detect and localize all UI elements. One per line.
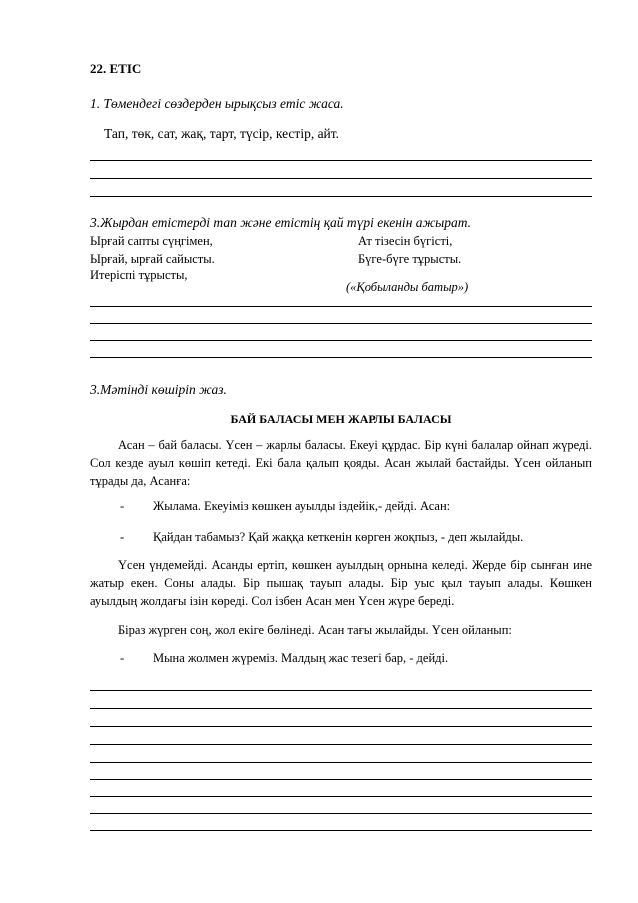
story-paragraph: Үсен үндемейді. Асанды ертіп, көшкен ауылдың орнына келеді. Жерде бір сынған ине жатыр екен. Соны алады. Бір пышақ тауып алады. Бір уыс қыл тауып алады. Көшкен ауылдың жолдағы ізін көреді. Сол ізбен Асан мен Үсен жүре береді. [90,558,592,608]
task1-words: Тап, төк, сат, жақ, тарт, түсір, кестір, айт. [104,126,340,141]
poem-line: Итеріспі тұрысты, [90,268,188,282]
answer-line [90,323,592,324]
answer-line [90,690,592,691]
answer-line [90,744,592,745]
dialog-line: Мына жолмен жүреміз. Малдың жас тезегі бар, - дейді. [153,651,449,665]
story-paragraph: Біраз жүрген соң, жол екіге бөлінеді. Асан тағы жылайды. Үсен ойланып: [118,623,512,637]
answer-line [90,357,592,358]
poem-line: Ат тізесін бүгісті, [358,234,453,248]
poem-line: Бүге-бүге тұрысты. [358,252,462,266]
story-title: БАЙ БАЛАСЫ МЕН ЖАРЛЫ БАЛАСЫ [230,412,452,426]
answer-line [90,196,592,197]
dialog-dash: - [120,530,125,544]
answer-line [90,813,592,814]
answer-line [90,306,592,307]
answer-line [90,340,592,341]
dialog-line: Қайдан табамыз? Қай жаққа кеткенін көрген жоқпыз, - деп жылайды. [153,530,524,544]
answer-line [90,178,592,179]
answer-line [90,762,592,763]
dialog-dash: - [120,651,125,665]
answer-line [90,830,592,831]
poem-line: Ырғай, ырғай сайысты. [90,252,215,266]
answer-line [90,160,592,161]
section-title: 22. ЕТІС [90,61,142,76]
task1-heading: 1. Төмендегі сөздерден ырықсыз етіс жаса. [90,96,344,111]
answer-line [90,779,592,780]
answer-line [90,708,592,709]
poem-source: («Қобыланды батыр») [346,280,469,294]
task3-heading: 3.Мәтінді көшіріп жаз. [90,382,227,397]
poem-line: Ырғай сапты сүңгімен, [90,234,213,248]
answer-line [90,796,592,797]
dialog-dash: - [120,499,125,513]
answer-line [90,726,592,727]
dialog-line: Жылама. Екеуіміз көшкен ауылды іздейік,- дейді. Асан: [153,499,451,513]
task2-heading: 3.Жырдан етістерді тап және етістің қай түрі екенін ажырат. [90,215,471,230]
story-paragraph: Асан – бай баласы. Үсен – жарлы баласы. Екеуі құрдас. Бір күні балалар ойнап жүреді. Сол кезде ауыл көшіп кетеді. Екі бала қалып қояды. Асан жылай бастайды. Үсен ойланып тұрады да, Асанға: [90,438,592,488]
